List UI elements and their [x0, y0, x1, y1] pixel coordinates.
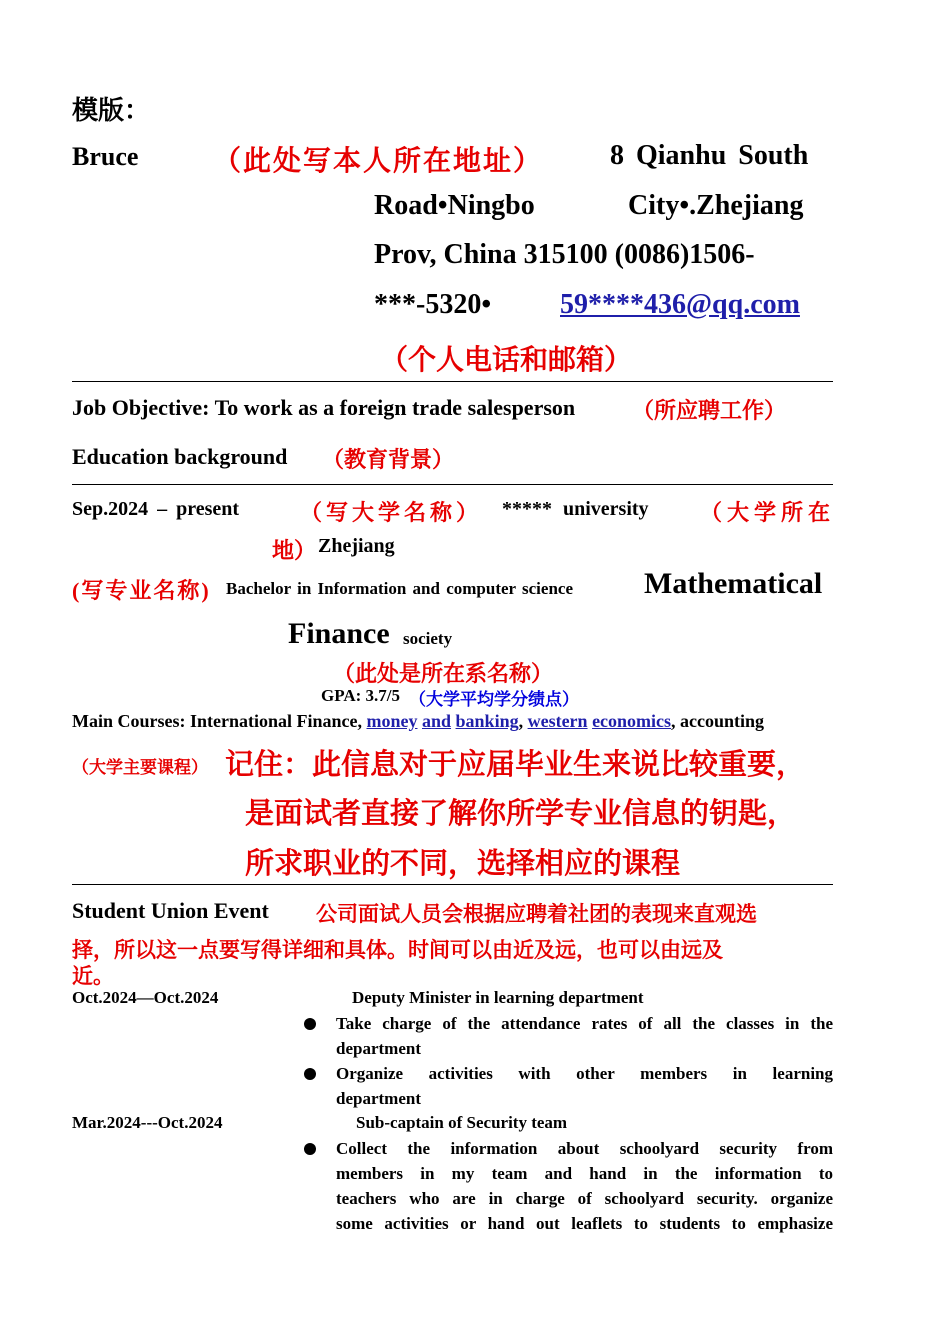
address-line-2a: Road•Ningbo: [374, 190, 535, 221]
event-bullet-text: [336, 1011, 833, 1061]
bullet-line: Organize activities with other members in learning: [336, 1064, 833, 1083]
address-line-3: Prov, China 315100 (0086)1506-: [374, 239, 755, 270]
gpa: GPA: 3.7/5: [321, 686, 401, 705]
location-note-a: （大学所在: [700, 500, 836, 525]
job-objective: Job Objective: To work as a foreign trade salesperson: [72, 395, 576, 420]
event-date: Mar.2024---Oct.2024: [72, 1113, 223, 1132]
main-courses: Main Courses: International Finance, money and banking, western economics, accounting: [72, 711, 765, 731]
divider: [72, 484, 833, 485]
email-link[interactable]: 59****436@qq.com: [560, 289, 800, 320]
phone-tail: ***-5320•: [374, 289, 492, 320]
reminder-line-3: 所求职业的不同，选择相应的课程: [245, 848, 681, 880]
address-line-1: 8 Qianhu South: [610, 140, 809, 171]
bullet-line: teachers who are in charge of schoolyard security. organize: [336, 1189, 833, 1208]
bullet-icon: [304, 1068, 316, 1080]
bullet-line: Take charge of the attendance rates of all the classes in the: [336, 1014, 833, 1033]
education-heading: Education background: [72, 444, 288, 469]
bullet-line: Collect the information about schoolyard security from: [336, 1139, 833, 1158]
major-name: Bachelor in Information and computer science: [226, 579, 573, 598]
union-note-line-3: 近。: [72, 964, 114, 988]
courses-label: Main Courses: International Finance,: [72, 711, 362, 731]
course-link-banking[interactable]: banking: [455, 711, 519, 731]
address-note: （此处写本人所在地址）: [213, 146, 544, 177]
union-note-line-2: 择，所以这一点要写得详细和具体。时间可以由近及远，也可以由远及: [72, 938, 723, 962]
event-role: Deputy Minister in learning department: [352, 988, 644, 1007]
school-name: ***** university: [502, 498, 649, 520]
event-bullet-text: [336, 1136, 833, 1236]
union-heading: Student Union Event: [72, 898, 269, 923]
department-line-b: Finance: [288, 617, 390, 650]
education-heading-note: （教育背景）: [322, 447, 455, 472]
courses-tail: , accounting: [671, 711, 765, 731]
course-link-economics[interactable]: economics: [592, 711, 672, 731]
course-link-western[interactable]: western: [527, 711, 588, 731]
department-line-c: society: [403, 629, 453, 648]
course-link-money[interactable]: money: [366, 711, 418, 731]
bullet-line: department: [336, 1089, 421, 1108]
major-note: (写专业名称): [72, 578, 211, 603]
bullet-icon: [304, 1018, 316, 1030]
department-note: （此处是所在系名称）: [333, 661, 554, 686]
gpa-note: （大学平均学分绩点）: [409, 690, 579, 709]
union-note-line-1: 公司面试人员会根据应聘着社团的表现来直观选: [316, 902, 757, 926]
contact-note: （个人电话和邮箱）: [380, 345, 633, 376]
event-role: Sub-captain of Security team: [356, 1113, 568, 1132]
bullet-line: members in my team and hand in the information to: [336, 1164, 833, 1183]
education-date: Sep.2024 – present: [72, 498, 240, 520]
event-date: Oct.2024—Oct.2024: [72, 988, 219, 1007]
reminder-line-1: 记住：此信息对于应届毕业生来说比较重要，: [225, 749, 806, 781]
courses-note: （大学主要课程）: [72, 758, 208, 777]
location-note-b: 地）: [272, 538, 317, 563]
reminder-line-2: 是面试者直接了解你所学专业信息的钥匙，: [245, 798, 797, 830]
school-note: （写大学名称）: [300, 500, 483, 525]
event-bullet-text: [336, 1061, 833, 1111]
address-line-2b: City•.Zhejiang: [628, 190, 804, 221]
divider: [72, 884, 833, 885]
job-objective-note: （所应聘工作）: [632, 398, 787, 423]
course-link-and[interactable]: and: [422, 711, 452, 731]
department-line-a: Mathematical: [644, 567, 823, 600]
school-location: Zhejiang: [318, 535, 395, 557]
bullet-line: department: [336, 1039, 421, 1058]
applicant-name: Bruce: [72, 142, 139, 171]
template-label: 模版：: [72, 96, 151, 125]
bullet-icon: [304, 1143, 316, 1155]
divider: [72, 381, 833, 382]
bullet-line: some activities or hand out leaflets to students to emphasize: [336, 1214, 833, 1233]
